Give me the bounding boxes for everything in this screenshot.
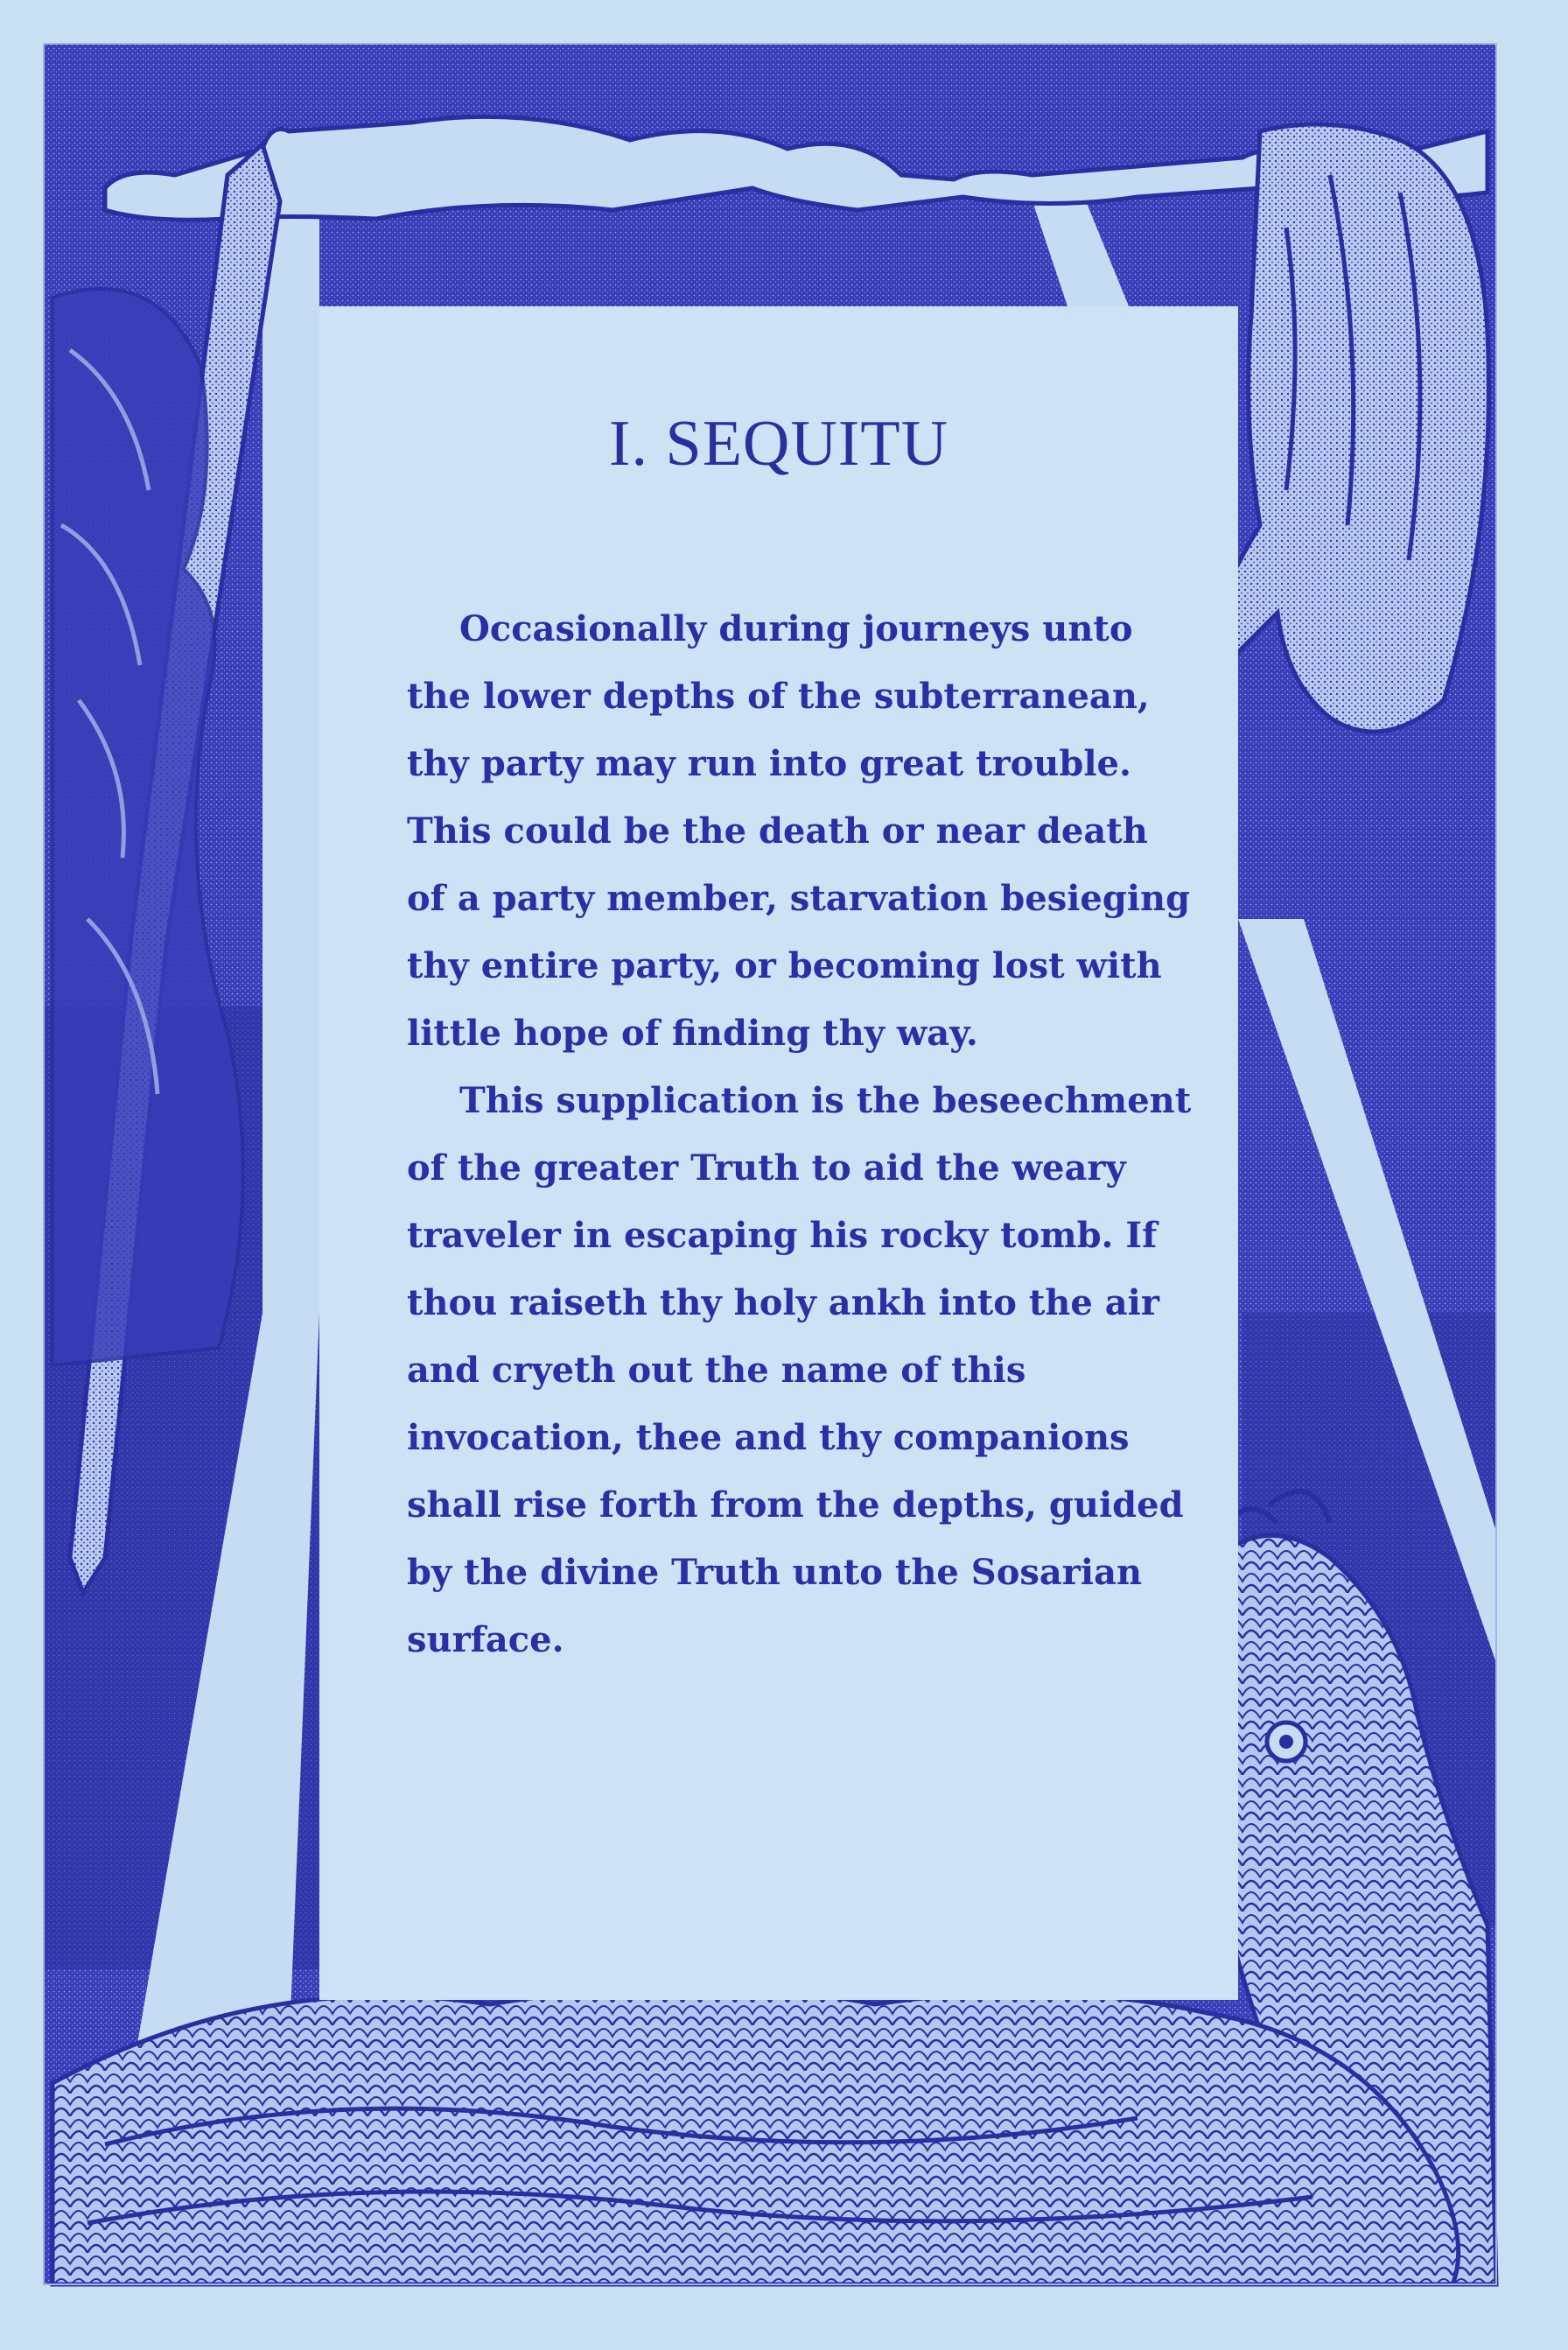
text-panel [319,306,1238,2000]
body-paragraph: Occasionally during journeys unto the lower depths of the subterranean, thy party may run into great trouble. This could be the death or near death of a party member, starvation besieging thy entire party, or becoming lost with little hope of finding thy way. [407,608,1191,1054]
chapter-title: I. SEQUITU [608,408,949,480]
chapter-body [407,595,1194,1673]
body-paragraph: This supplication is the beseechment of the greater Truth to aid the weary traveler in escaping his rocky tomb. If thou raiseth thy holy ankh into the air and cryeth out the name of this invocation, thee and thy companions shall rise forth from the depths, guided by the divine Truth unto the Sosarian surface. [407,1080,1192,1660]
